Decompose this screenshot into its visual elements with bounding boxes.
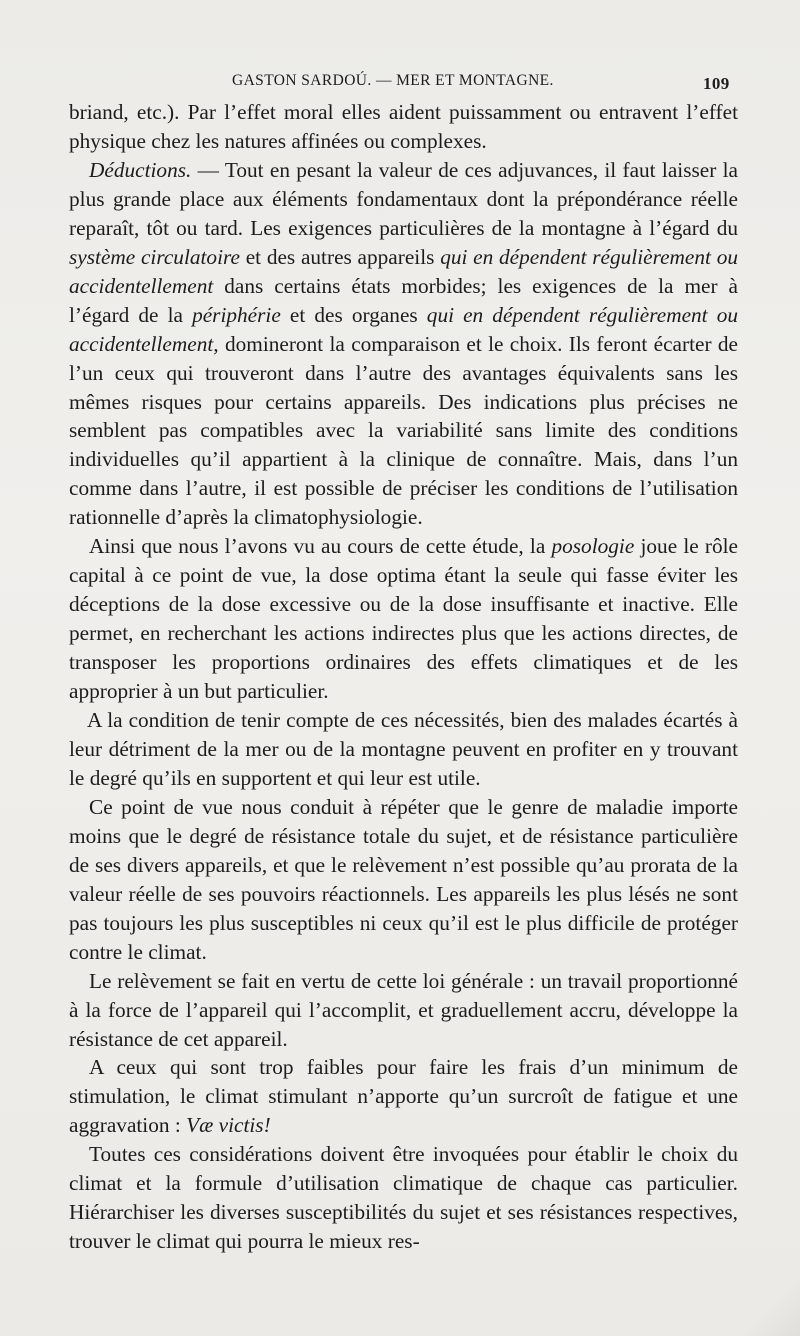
page-fold-shadow xyxy=(710,1266,800,1336)
paragraph xyxy=(69,706,738,793)
text-run: A ceux qui sont trop faibles pour faire les frais d’un minimum de stimulation, le climat stimulant n’apporte qu’un surcroît de fatigue et une aggravation : xyxy=(69,1055,738,1138)
page-header xyxy=(0,70,800,100)
italic-text-run: posologie xyxy=(551,534,635,559)
text-run: domineront la comparaison et le choix. Ils feront écarter de l’un ceux qui trouveront dans l’autre des avantages équivalents sans les mêmes risques pour certains appareils. Des indications plus précises ne semblent pas compatibles avec la variabilité sans limite des conditions individuelles qu’il appartient à la clinique de connaître. Mais, dans l’un comme dans l’autre, il est possible de préciser les conditions de l’utilisation rationnelle d’après la climatophysiologie. xyxy=(69,331,738,530)
body-text xyxy=(69,98,738,1256)
paragraph xyxy=(69,98,738,156)
italic-text-run: système circulatoire xyxy=(69,244,240,269)
paragraph xyxy=(69,1140,738,1256)
text-run: Ainsi que nous l’avons vu au cours de cette étude, la xyxy=(89,534,552,559)
paragraph xyxy=(69,793,738,967)
text-run: et des organes xyxy=(280,302,427,327)
text-run: Toutes ces considérations doivent être invoquées pour établir le choix du climat et la formule d’utilisation climatique de chaque cas particulier. Hiérarchiser les diverses susceptibilités du sujet et ses résistances respectives, trouver le climat qui pourra le mieux res- xyxy=(69,1142,738,1254)
text-run: dans certains états morbides; les exigences de la mer à l’égard de la xyxy=(69,273,738,327)
italic-text-run: Déductions. xyxy=(89,157,192,182)
italic-text-run: qui en dépendent régulièrement ou accidentellement xyxy=(69,244,738,298)
page-number: 109 xyxy=(703,74,730,93)
running-head: GASTON SARDOÚ. — MER ET MONTAGNE. xyxy=(232,72,554,89)
italic-text-run: qui en dépendent régulièrement ou accidentellement, xyxy=(69,302,738,356)
italic-text-run: Væ victis! xyxy=(186,1113,271,1138)
paragraph xyxy=(69,156,738,532)
text-run: et des autres appareils xyxy=(239,244,441,269)
text-run: Ce point de vue nous conduit à répéter que le genre de maladie importe moins que le degré de résistance totale du sujet, et de résistance particulière de ses divers appareils, et que le relèvement n’est possible qu’au prorata de la valeur réelle de ses pouvoirs réactionnels. Les appareils les plus lésés ne sont pas toujours les plus susceptibles ni ceux qu’il est le plus difficile de protéger contre le climat. xyxy=(69,794,738,964)
text-run: A la condition de tenir compte de ces nécessités, bien des malades écartés à leur détriment de la mer ou de la montagne peuvent en profiter en y trouvant le degré qu’ils en supportent et qui leur est utile. xyxy=(69,708,738,790)
paragraph xyxy=(69,532,738,706)
text-run: Le relèvement se fait en vertu de cette loi générale : un travail proportionné à la force de l’appareil qui l’accomplit, et graduellement accru, développe la résistance de cet appareil. xyxy=(69,968,738,1051)
text-run: joue le rôle capital à ce point de vue, la dose optima étant la seule qui fasse éviter les déceptions de la dose excessive ou de la dose insuffisante et inactive. Elle permet, en recherchant les actions indirectes plus que les actions directes, de transposer les proportions ordinaires des effets climatiques et de les approprier à un but particulier. xyxy=(69,534,738,704)
text-run: — Tout en pesant la valeur de ces adjuvances, il faut laisser la plus grande place aux éléments fondamentaux dont la prépondérance réelle reparaît, tôt ou tard. Les exigences particulières de la montagne à l’égard du xyxy=(69,157,738,240)
italic-text-run: périphérie xyxy=(192,302,281,327)
paragraph xyxy=(69,967,738,1054)
paragraph xyxy=(69,1053,738,1140)
text-run: briand, etc.). Par l’effet moral elles aident puissamment ou entravent l’effet physique chez les natures affinées ou complexes. xyxy=(69,100,738,153)
